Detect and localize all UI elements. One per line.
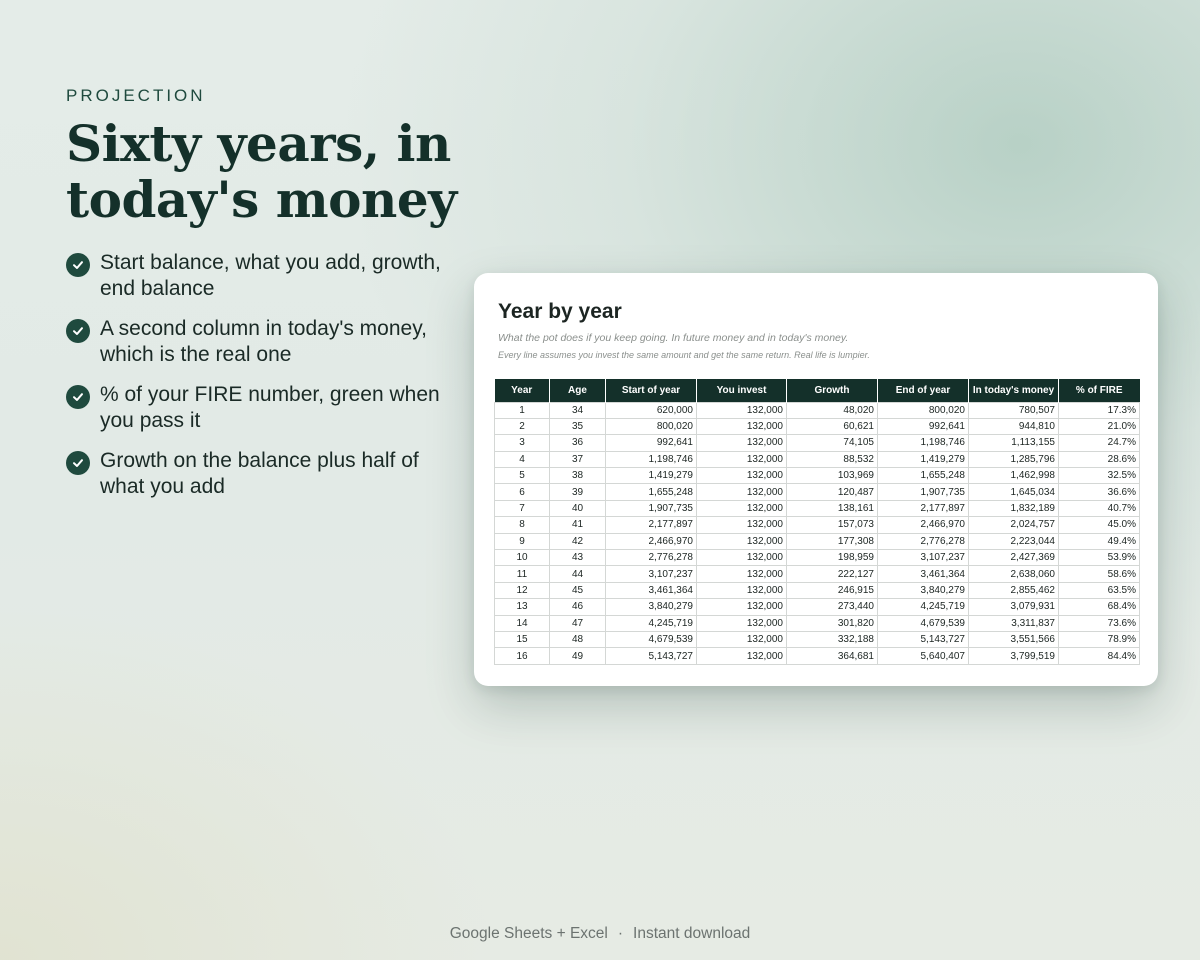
table-cell: 2,466,970 [878,517,969,533]
table-cell: 28.6% [1059,451,1140,467]
table-cell: 4,245,719 [606,615,697,631]
table-cell: 2,776,278 [606,550,697,566]
table-cell: 1,655,248 [606,484,697,500]
table-cell: 1,655,248 [878,468,969,484]
table-cell: 800,020 [606,418,697,434]
table-cell: 45 [550,582,606,598]
table-cell: 2,427,369 [969,550,1059,566]
table-cell: 12 [495,582,550,598]
table-row [495,451,1140,467]
table-cell: 132,000 [697,550,787,566]
table-cell: 16 [495,648,550,664]
table-cell: 9 [495,533,550,549]
table-cell: 49 [550,648,606,664]
table-cell: 2,024,757 [969,517,1059,533]
table-cell: 198,959 [787,550,878,566]
spreadsheet-preview-card [474,273,1158,686]
table-cell: 2 [495,418,550,434]
table-cell: 40.7% [1059,500,1140,516]
table-cell: 44 [550,566,606,582]
table-cell: 120,487 [787,484,878,500]
footer-delivery: Instant download [633,925,751,942]
table-cell: 11 [495,566,550,582]
table-row [495,500,1140,516]
table-cell: 273,440 [787,599,878,615]
table-cell: 47 [550,615,606,631]
column-header: % of FIRE [1059,379,1140,402]
table-cell: 2,177,897 [878,500,969,516]
headline: Sixty years, in today's money [66,114,457,229]
feature-text: Start balance, what you add, growth, end balance [100,251,441,300]
table-cell: 132,000 [697,468,787,484]
table-cell: 41 [550,517,606,533]
table-cell: 132,000 [697,402,787,418]
table-cell: 49.4% [1059,533,1140,549]
table-cell: 24.7% [1059,435,1140,451]
table-cell: 5,143,727 [878,631,969,647]
feature-text: Growth on the balance plus half of what you add [100,449,419,498]
table-cell: 301,820 [787,615,878,631]
table-row [495,550,1140,566]
table-cell: 60,621 [787,418,878,434]
table-cell: 1,198,746 [878,435,969,451]
table-cell: 15 [495,631,550,647]
table-cell: 1,113,155 [969,435,1059,451]
table-cell: 138,161 [787,500,878,516]
feature-list [66,250,456,514]
table-cell: 132,000 [697,500,787,516]
table-cell: 1 [495,402,550,418]
column-header: End of year [878,379,969,402]
table-row [495,631,1140,647]
table-row [495,435,1140,451]
sheet-title: Year by year [498,300,622,323]
check-circle-icon [66,451,90,475]
table-cell: 4,245,719 [878,599,969,615]
table-row [495,582,1140,598]
table-row [495,468,1140,484]
feature-item [66,250,456,302]
table-row [495,418,1140,434]
table-cell: 32.5% [1059,468,1140,484]
table-cell: 103,969 [787,468,878,484]
table-cell: 53.9% [1059,550,1140,566]
table-cell: 132,000 [697,582,787,598]
check-circle-icon [66,385,90,409]
footer-platforms: Google Sheets + Excel [449,925,608,942]
table-cell: 132,000 [697,517,787,533]
table-row [495,615,1140,631]
table-cell: 132,000 [697,599,787,615]
table-cell: 42 [550,533,606,549]
table-cell: 364,681 [787,648,878,664]
table-cell: 3,799,519 [969,648,1059,664]
table-row [495,533,1140,549]
column-header: Start of year [606,379,697,402]
table-cell: 74,105 [787,435,878,451]
table-cell: 3,840,279 [878,582,969,598]
table-cell: 132,000 [697,648,787,664]
table-cell: 1,832,189 [969,500,1059,516]
table-cell: 2,223,044 [969,533,1059,549]
table-cell: 38 [550,468,606,484]
table-cell: 332,188 [787,631,878,647]
feature-item [66,448,456,500]
column-header: In today's money [969,379,1059,402]
table-cell: 2,177,897 [606,517,697,533]
feature-item [66,316,456,368]
table-cell: 3 [495,435,550,451]
table-row [495,402,1140,418]
table-cell: 48,020 [787,402,878,418]
year-by-year-table [494,379,1140,665]
column-header: Age [550,379,606,402]
table-cell: 7 [495,500,550,516]
table-cell: 1,907,735 [606,500,697,516]
table-cell: 222,127 [787,566,878,582]
table-row [495,599,1140,615]
table-cell: 3,461,364 [878,566,969,582]
table-cell: 132,000 [697,435,787,451]
table-cell: 944,810 [969,418,1059,434]
table-cell: 3,461,364 [606,582,697,598]
table-cell: 3,551,566 [969,631,1059,647]
table-cell: 1,198,746 [606,451,697,467]
table-cell: 2,466,970 [606,533,697,549]
table-cell: 3,107,237 [878,550,969,566]
feature-text: A second column in today's money, which is the real one [100,317,427,366]
table-cell: 45.0% [1059,517,1140,533]
footer [0,925,1200,943]
table-cell: 4 [495,451,550,467]
table-cell: 2,638,060 [969,566,1059,582]
table-cell: 2,776,278 [878,533,969,549]
column-header: Year [495,379,550,402]
table-cell: 39 [550,484,606,500]
table-cell: 3,840,279 [606,599,697,615]
table-cell: 73.6% [1059,615,1140,631]
table-cell: 1,462,998 [969,468,1059,484]
table-cell: 10 [495,550,550,566]
table-cell: 84.4% [1059,648,1140,664]
table-cell: 157,073 [787,517,878,533]
table-cell: 246,915 [787,582,878,598]
table-row [495,517,1140,533]
table-cell: 58.6% [1059,566,1140,582]
table-cell: 132,000 [697,615,787,631]
table-cell: 1,645,034 [969,484,1059,500]
table-cell: 1,285,796 [969,451,1059,467]
column-header: You invest [697,379,787,402]
table-cell: 46 [550,599,606,615]
table-cell: 1,419,279 [606,468,697,484]
eyebrow-label: PROJECTION [66,86,206,105]
check-circle-icon [66,319,90,343]
table-cell: 5,640,407 [878,648,969,664]
table-cell: 4,679,539 [878,615,969,631]
table-cell: 21.0% [1059,418,1140,434]
table-cell: 35 [550,418,606,434]
table-cell: 1,907,735 [878,484,969,500]
table-row [495,648,1140,664]
table-cell: 132,000 [697,631,787,647]
sheet-subtitle: What the pot does if you keep going. In future money and in today's money. [498,332,849,344]
table-header-row [495,379,1140,402]
table-cell: 36.6% [1059,484,1140,500]
table-cell: 800,020 [878,402,969,418]
table-cell: 3,107,237 [606,566,697,582]
table-cell: 68.4% [1059,599,1140,615]
table-cell: 132,000 [697,533,787,549]
table-cell: 34 [550,402,606,418]
check-circle-icon [66,253,90,277]
table-cell: 17.3% [1059,402,1140,418]
table-cell: 3,311,837 [969,615,1059,631]
table-cell: 132,000 [697,451,787,467]
table-cell: 6 [495,484,550,500]
table-cell: 37 [550,451,606,467]
table-cell: 2,855,462 [969,582,1059,598]
feature-text: % of your FIRE number, green when you pass it [100,383,440,432]
table-cell: 992,641 [606,435,697,451]
table-cell: 13 [495,599,550,615]
table-cell: 36 [550,435,606,451]
table-cell: 1,419,279 [878,451,969,467]
table-cell: 177,308 [787,533,878,549]
table-cell: 8 [495,517,550,533]
table-cell: 3,079,931 [969,599,1059,615]
table-row [495,484,1140,500]
table-cell: 5 [495,468,550,484]
table-cell: 132,000 [697,418,787,434]
table-cell: 132,000 [697,484,787,500]
column-header: Growth [787,379,878,402]
table-cell: 63.5% [1059,582,1140,598]
table-row [495,566,1140,582]
table-cell: 43 [550,550,606,566]
feature-item [66,382,456,434]
table-cell: 48 [550,631,606,647]
table-cell: 780,507 [969,402,1059,418]
table-cell: 4,679,539 [606,631,697,647]
table-cell: 5,143,727 [606,648,697,664]
table-cell: 620,000 [606,402,697,418]
sheet-note: Every line assumes you invest the same amount and get the same return. Real life is lumpier. [498,350,870,360]
table-cell: 88,532 [787,451,878,467]
table-cell: 40 [550,500,606,516]
table-cell: 14 [495,615,550,631]
table-cell: 78.9% [1059,631,1140,647]
table-cell: 132,000 [697,566,787,582]
table-cell: 992,641 [878,418,969,434]
footer-separator: · [617,925,624,942]
